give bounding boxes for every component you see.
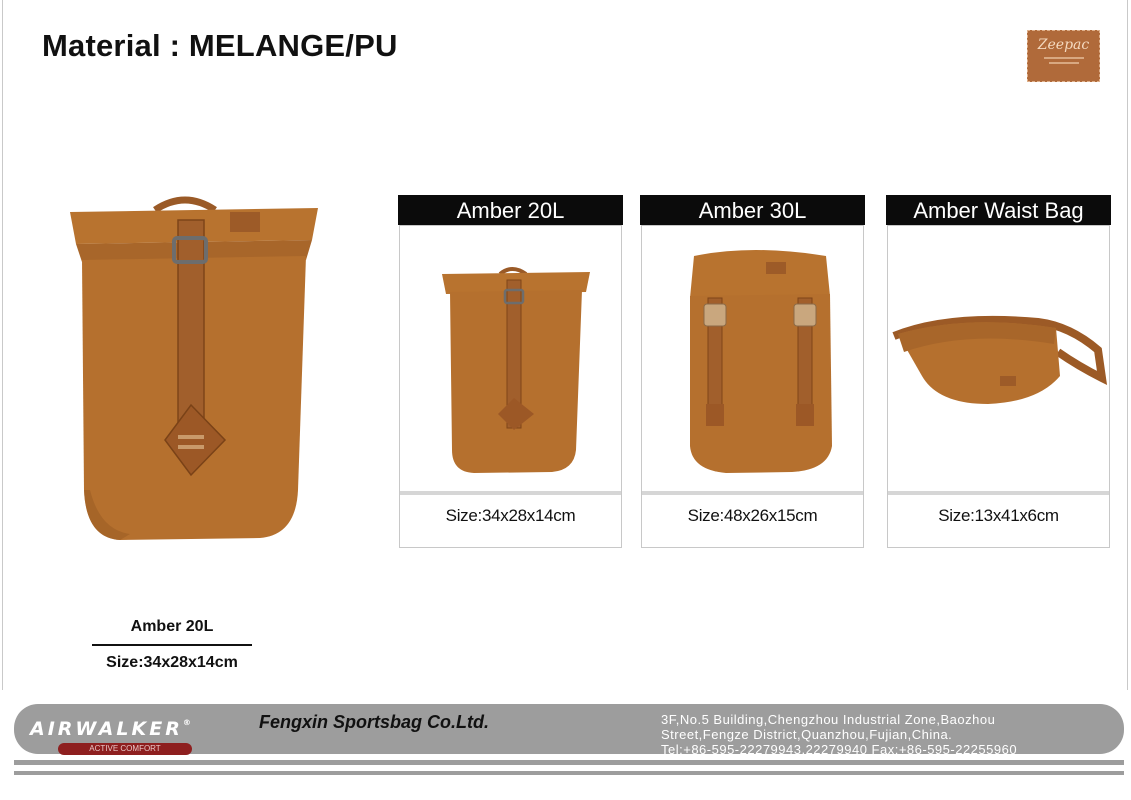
logo-registered-mark: ® — [182, 718, 191, 727]
product-card-frame — [641, 225, 864, 548]
brand-tag-script: Zeepac — [1037, 37, 1090, 53]
product-card-amber-waist-bag[interactable] — [886, 195, 1111, 548]
brand-label-tag — [1027, 30, 1100, 82]
product-size: Size:34x28x14cm — [445, 506, 576, 525]
address-line: 3F,No.5 Building,Chengzhou Industrial Zone,Baozhou — [661, 712, 996, 727]
footer-bar — [14, 704, 1124, 757]
address-line: Tel:+86-595-22279943,22279940 Fax:+86-595-22255960 — [661, 742, 1018, 757]
address-line: Street,Fengze District,Quanzhou,Fujian,China. — [661, 727, 953, 742]
brand-tag-line — [1044, 57, 1084, 59]
footer — [14, 700, 1124, 780]
product-card-amber-30l[interactable] — [640, 195, 865, 548]
product-card-title: Amber 20L — [398, 195, 623, 225]
logo-wordmark: AIRWALKER — [30, 718, 183, 740]
product-image — [400, 226, 621, 488]
hero-product-size: Size:34x28x14cm — [106, 654, 238, 671]
product-size: Size:48x26x15cm — [687, 506, 818, 525]
brand-tag-line — [1049, 62, 1079, 64]
hero-product-name: Amber 20L — [92, 618, 252, 646]
hero-backpack-image — [60, 190, 335, 550]
footer-stripe — [14, 771, 1124, 775]
company-address — [661, 712, 1017, 757]
logo-tagline: ACTIVE COMFORT — [58, 743, 192, 755]
page-border-right — [1127, 0, 1128, 690]
footer-stripe — [14, 760, 1124, 765]
airwalker-logo — [30, 718, 230, 755]
product-size: Size:13x41x6cm — [938, 506, 1059, 525]
card-divider — [642, 491, 863, 495]
card-divider — [888, 491, 1109, 495]
page-title: Material : MELANGE/PU — [42, 28, 398, 63]
page-border-left — [2, 0, 3, 690]
product-image — [888, 226, 1109, 488]
product-card-title: Amber Waist Bag — [886, 195, 1111, 225]
hero-caption — [92, 618, 252, 672]
product-card-amber-20l[interactable] — [398, 195, 623, 548]
company-name: Fengxin Sportsbag Co.Ltd. — [259, 712, 489, 732]
product-card-frame — [399, 225, 622, 548]
product-card-frame — [887, 225, 1110, 548]
product-card-title: Amber 30L — [640, 195, 865, 225]
card-divider — [400, 491, 621, 495]
product-image — [642, 226, 863, 488]
